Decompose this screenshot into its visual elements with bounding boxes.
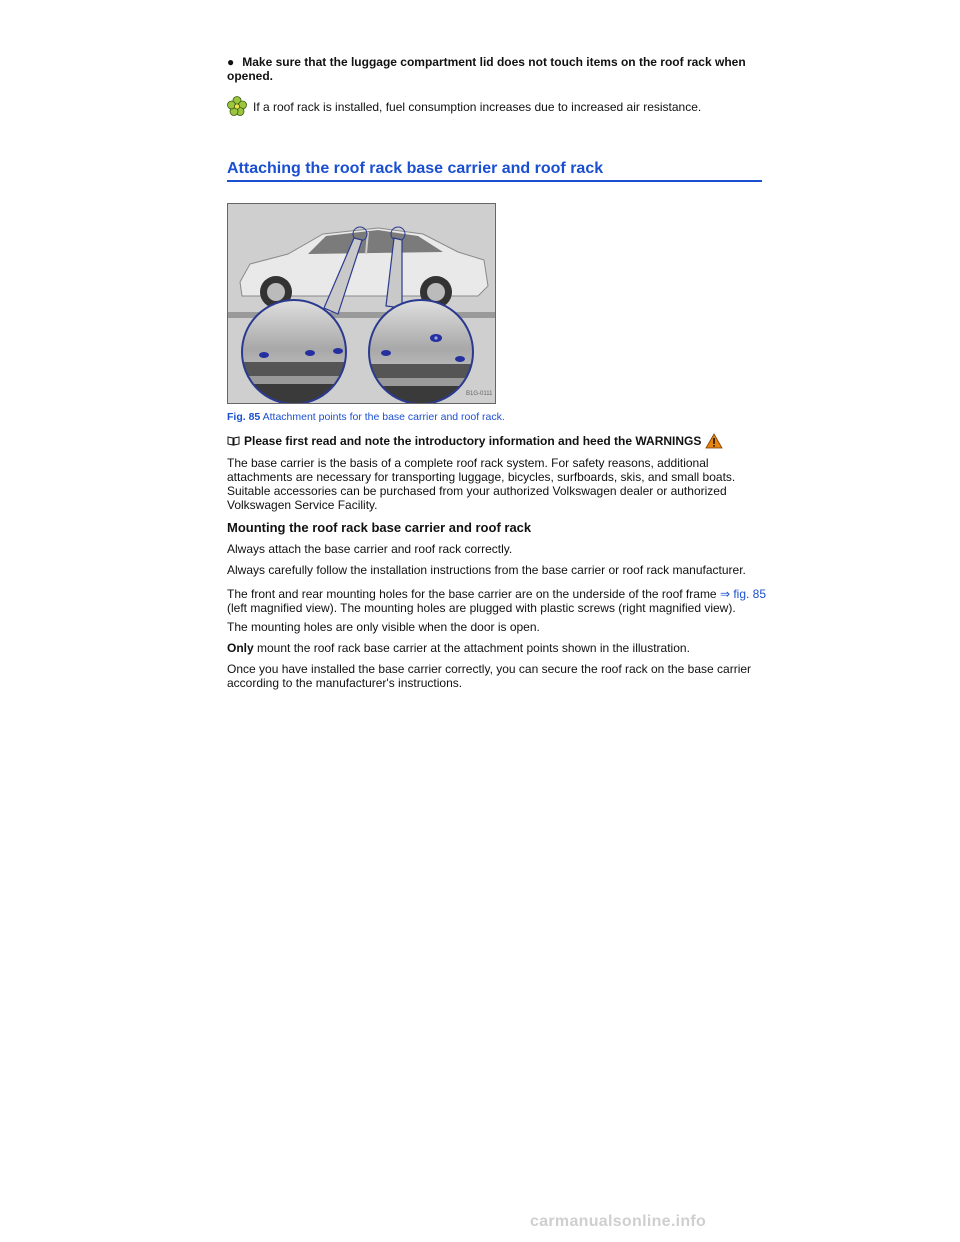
mounting-holes-text-1: The front and rear mounting holes for the base carrier are on the underside of the roof frame bbox=[227, 587, 720, 601]
paragraph-attach-correctly: Always attach the base carrier and roof rack correctly. bbox=[227, 542, 513, 556]
paragraph-base-carrier-intro: The base carrier is the basis of a complete roof rack system. For safety reasons, additional attachments are necessary for transporting luggage, bicycles, surfboards, skis, and small boats. Suitable accessories can be purchased from your authorized Volkswagen dealer or authorized Volkswagen Service Facility. bbox=[227, 456, 736, 512]
only-bold: Only bbox=[227, 641, 254, 655]
section-heading: Attaching the roof rack base carrier and roof rack bbox=[227, 160, 762, 182]
environment-note bbox=[227, 100, 767, 116]
figure-caption bbox=[227, 411, 505, 423]
subheading-mounting: Mounting the roof rack base carrier and roof rack bbox=[227, 520, 532, 535]
book-icon bbox=[227, 436, 240, 446]
intro-text: Please first read and note the introductory information and heed the WARNINGS bbox=[244, 434, 702, 448]
figure-label: Fig. 85 bbox=[227, 411, 261, 423]
figure-caption-text: Attachment points for the base carrier and roof rack. bbox=[260, 411, 505, 423]
car-illustration bbox=[228, 204, 495, 403]
flower-icon bbox=[227, 96, 247, 116]
only-mount-text: mount the roof rack base carrier at the attachment points shown in the illustration. bbox=[253, 641, 690, 655]
paragraph-secure-roof-rack: Once you have installed the base carrier correctly, you can secure the roof rack on the base carrier according to the manufacturer's instructions. bbox=[227, 662, 752, 690]
paragraph-only-mount bbox=[227, 641, 767, 655]
environment-note-text: If a roof rack is installed, fuel consumption increases due to increased air resistance. bbox=[253, 100, 702, 114]
bullet-text: Make sure that the luggage compartment lid does not touch items on the roof rack when opened. bbox=[227, 55, 746, 83]
figure-roof-rack-attachment bbox=[227, 203, 496, 404]
fig-85-link[interactable]: ⇒ fig. 85 bbox=[719, 587, 767, 601]
paragraph-follow-instructions: Always carefully follow the installation instructions from the base carrier or roof rack manufacturer. bbox=[227, 563, 746, 577]
figure-code: B1G-0111 bbox=[466, 391, 493, 397]
intro-line bbox=[227, 433, 767, 449]
mounting-holes-text-2: (left magnified view). The mounting holes are plugged with plastic screws (right magnified view). bbox=[227, 601, 736, 615]
bullet-symbol: ● bbox=[227, 55, 235, 69]
watermark: carmanualsonline.info bbox=[530, 1213, 707, 1230]
paragraph-holes-visible: The mounting holes are only visible when the door is open. bbox=[227, 620, 540, 634]
warning-triangle-icon bbox=[705, 433, 723, 449]
paragraph-mounting-holes bbox=[227, 587, 767, 615]
bullet-item bbox=[227, 55, 767, 83]
